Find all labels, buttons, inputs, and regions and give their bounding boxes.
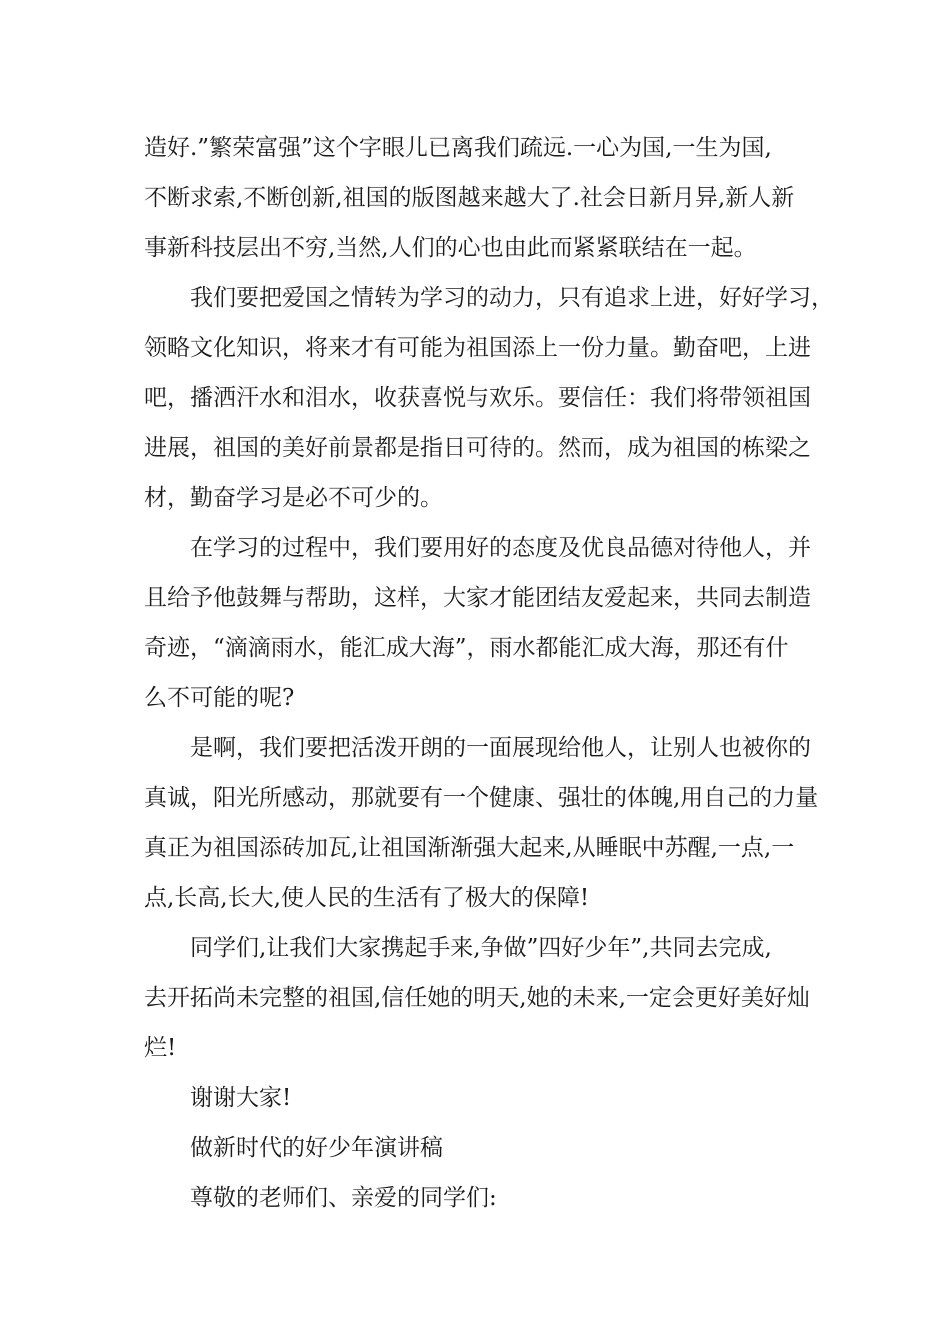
paragraph-line: 进展，祖国的美好前景都是指日可待的。然而，成为祖国的栋梁之 [144,435,811,461]
paragraph-line: 烂! [144,1035,177,1061]
paragraph-line: 且给予他鼓舞与帮助，这样，大家才能团结友爱起来，共同去制造 [144,585,811,611]
paragraph-first-line: 是啊，我们要把活泼开朗的一面展现给他人，让别人也被你的 [190,735,811,761]
paragraph-first-line: 在学习的过程中，我们要用好的态度及优良品德对待他人，并 [190,535,811,561]
document-body [144,123,834,1223]
paragraph-line: 么不可能的呢? [144,685,295,711]
paragraph-first-line: 我们要把爱国之情转为学习的动力，只有追求上进，好好学习， [190,285,834,311]
paragraph-line: 事新科技层出不穷,当然,人们的心也由此而紧紧联结在一起。 [144,235,757,261]
paragraph-line: 真诚，阳光所感动，那就要有一个健康、强壮的体魄,用自己的力量 [144,785,819,811]
paragraph-line: 点,长高,长大,使人民的生活有了极大的保障! [144,885,590,911]
paragraph-line: 造好.”繁荣富强”这个字眼儿已离我们疏远.一心为国,一生为国, [144,135,772,161]
closing-thanks: 谢谢大家! [190,1085,292,1111]
paragraph-line: 去开拓尚未完整的祖国,信任她的明天,她的未来,一定会更好美好灿 [144,985,810,1011]
paragraph-line: 领略文化知识，将来才有可能为祖国添上一份力量。勤奋吧，上进 [144,335,811,361]
paragraph-line: 吧，播洒汗水和泪水，收获喜悦与欢乐。要信任：我们将带领祖国 [144,385,811,411]
paragraph-line: 奇迹，“滴滴雨水，能汇成大海”，雨水都能汇成大海，那还有什 [144,635,789,661]
paragraph-line: 不断求索,不断创新,祖国的版图越来越大了.社会日新月异,新人新 [144,185,795,211]
paragraph-line: 材，勤奋学习是必不可少的。 [144,485,443,511]
paragraph-line: 真正为祖国添砖加瓦,让祖国渐渐强大起来,从睡眠中苏醒,一点,一 [144,835,795,861]
salutation: 尊敬的老师们、亲爱的同学们: [190,1185,497,1211]
speech-title: 做新时代的好少年演讲稿 [190,1135,443,1161]
paragraph-first-line: 同学们,让我们大家携起手来,争做”四好少年”,共同去完成, [190,935,772,961]
